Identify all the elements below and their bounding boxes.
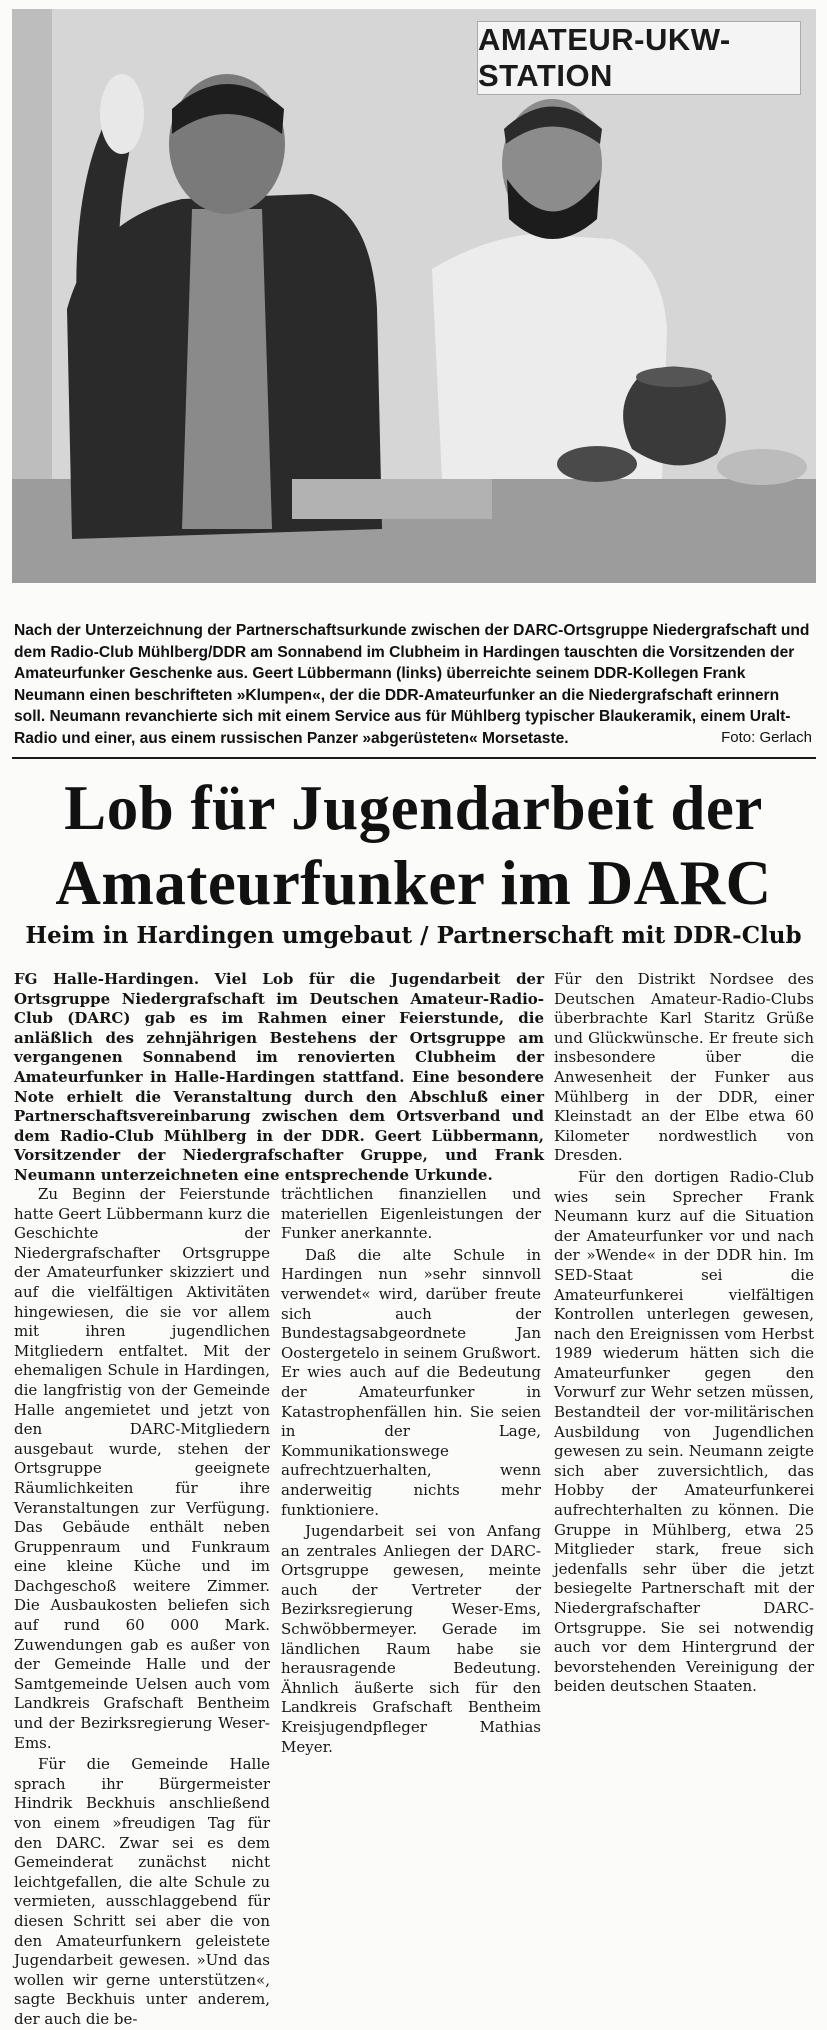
station-sign-text: AMATEUR-UKW-STATION xyxy=(478,22,731,93)
article-column-3 xyxy=(554,970,814,1697)
article-column-2 xyxy=(281,1185,541,1757)
caption-text: Nach der Unterzeichnung der Partnerschaftsurkunde zwischen der DARC-Ortsgruppe Niedergrafschaft und dem Radio-Club Mühlberg/DDR am Sonnabend im Clubheim in Hardingen tauschten die Vorsitzenden der Amateurfunker Geschenke aus. Geert Lübbermann (links) überreichte seinem DDR-Kollegen Frank Neumann einen beschrifteten »Klumpen«, der die DDR-Amateurfunker an die Niedergrafschaft erinnern soll. Neumann revanchierte sich mit einem Service aus für Mühlberg typischer Blaukeramik, einem Uralt-Radio und einer, aus einem russischen Panzer »abgerüsteten« Morsetaste. xyxy=(14,622,810,747)
photo-credit: Foto: Gerlach xyxy=(721,729,812,746)
photo-scene xyxy=(12,9,816,583)
paragraph: Für den dortigen Radio-Club wies sein Sprecher Frank Neumann kurz auf die Situation der Amateurfunker vor und nach der »Wende« in der DDR hin. Im SED-Staat sei die Amateurfunkerei vielfältigen Kontrollen unterlegen gewesen, nach den Ereignissen vom Herbst 1989 wiederum hätten sich die Amateurfunker gegen den Vorwurf zur Wehr setzen müssen, Bestandteil der vor-militärischen Ausbildung von Jugendlichen gewesen zu sein. Neumann zeigte sich aber zuversichtlich, das Hobby der Amateurfunkerei aufrechterhalten zu können. Die Gruppe in Mühlberg, etwa 25 Mitglieder stark, freue sich jedenfalls sehr über die jetzt besiegelte Partnerschaft mit der Niedergrafschafter DARC-Ortsgruppe. Sie sei notwendig auch vor dem Hintergrund der bevorstehenden Vereinigung der beiden deutschen Staaten. xyxy=(554,1167,814,1696)
paragraph: Für den Distrikt Nordsee des Deutschen Amateur-Radio-Clubs überbrachte Karl Staritz Grüße und Glückwünsche. Er freute sich insbesondere über die Anwesenheit der Funker aus Mühlberg in der DDR, einer Kleinstadt an der Elbe etwa 60 Kilometer nordwestlich von Dresden. xyxy=(554,970,814,1165)
photo-caption xyxy=(14,620,814,749)
paragraph: Für die Gemeinde Halle sprach ihr Bürgermeister Hindrik Beckhuis anschließend von einem »freudigen Tag für den DARC. Zwar sei es dem Gemeinderat zunächst nicht leichtgefallen, die alte Schule zu vermieten, ausschlaggebend für diesen Schritt sei aber die von den Amateurfunkern geleistete Jugendarbeit gewesen. »Und das wollen wir gerne unterstützen«, sagte Beckhuis unter anderem, der auch die be- xyxy=(14,1755,270,2028)
station-sign xyxy=(477,21,801,95)
lead-text: FG Halle-Hardingen. Viel Lob für die Jugendarbeit der Ortsgruppe Niedergrafschaft im Deutschen Amateur-Radio-Club (DARC) gab es im Rahmen einer Feierstunde, die anläßlich des zehnjährigen Bestehens der Ortsgruppe am vergangenen Sonnabend im renovierten Clubheim der Amateurfunker in Halle-Hardingen stattfand. Eine besondere Note erhielt die Veranstaltung durch den Abschluß einer Partnerschaftsvereinbarung zwischen dem Ortsverband und dem Radio-Club Mühlberg in der DDR. Geert Lübbermann, Vorsitzender der Niedergrafschafter Gruppe, und Frank Neumann unterzeichneten eine entsprechende Urkunde. xyxy=(14,970,544,1184)
paragraph: Daß die alte Schule in Hardingen nun »sehr sinnvoll verwendet« wird, darüber freute sich auch der Bundestagsabgeordnete Jan Oostergetelo in seinem Grußwort. Er wies auch auf die Bedeutung der Amateurfunker in Katastrophenfällen hin. Sie seien in der Lage, Kommunikationswege aufrechtzuerhalten, wenn anderweitig nichts mehr funktioniere. xyxy=(281,1245,541,1519)
paragraph: Zu Beginn der Feierstunde hatte Geert Lübbermann kurz die Geschichte der Niedergrafschafter Ortsgruppe der Amateurfunker skizziert und auf die vielfältigen Aktivitäten hingewiesen, die sie vor allem mit ihren jugendlichen Mitgliedern entfaltet. Mit der ehemaligen Schule in Hardingen, die langfristig von der Gemeinde Halle angemietet und jetzt von den DARC-Mitgliedern ausgebaut wurde, stehen der Ortsgruppe geeignete Räumlichkeiten für ihre Veranstaltungen zur Verfügung. Das Gebäude enthält neben Gruppenraum und Funkraum eine kleine Küche und im Dachgeschoß weitere Zimmer. Die Ausbaukosten beliefen sich auf rund 60 000 Mark. Zuwendungen gab es außer von der Gemeinde Halle und der Samtgemeinde Uelsen auch vom Landkreis Grafschaft Bentheim und der Bezirksregierung Weser-Ems. xyxy=(14,1185,271,1752)
headline-line-2: Amateurfunker im DARC xyxy=(55,848,772,918)
paragraph: trächtlichen finanziellen und materiellen Eigenleistungen der Funker anerkannte. xyxy=(281,1185,541,1243)
article-column-1 xyxy=(14,1185,270,2030)
subheadline: Heim in Hardingen umgebaut / Partnerschaft mit DDR-Club xyxy=(25,922,802,949)
divider xyxy=(12,757,816,759)
paragraph: Jugendarbeit sei von Anfang an zentrales Anliegen der DARC-Ortsgruppe gewesen, meinte auch der Vertreter der Bezirksregierung Weser-Ems, Schwöbbermeyer. Gerade im ländlichen Raum habe sie herausragende Bedeutung. Ähnlich äußerte sich für den Landkreis Grafschaft Bentheim Kreisjugendpfleger Mathias Meyer. xyxy=(281,1522,541,1756)
headline-line-1: Lob für Jugendarbeit der xyxy=(64,773,763,843)
lead-paragraph xyxy=(14,970,544,1186)
news-photo xyxy=(12,9,816,583)
